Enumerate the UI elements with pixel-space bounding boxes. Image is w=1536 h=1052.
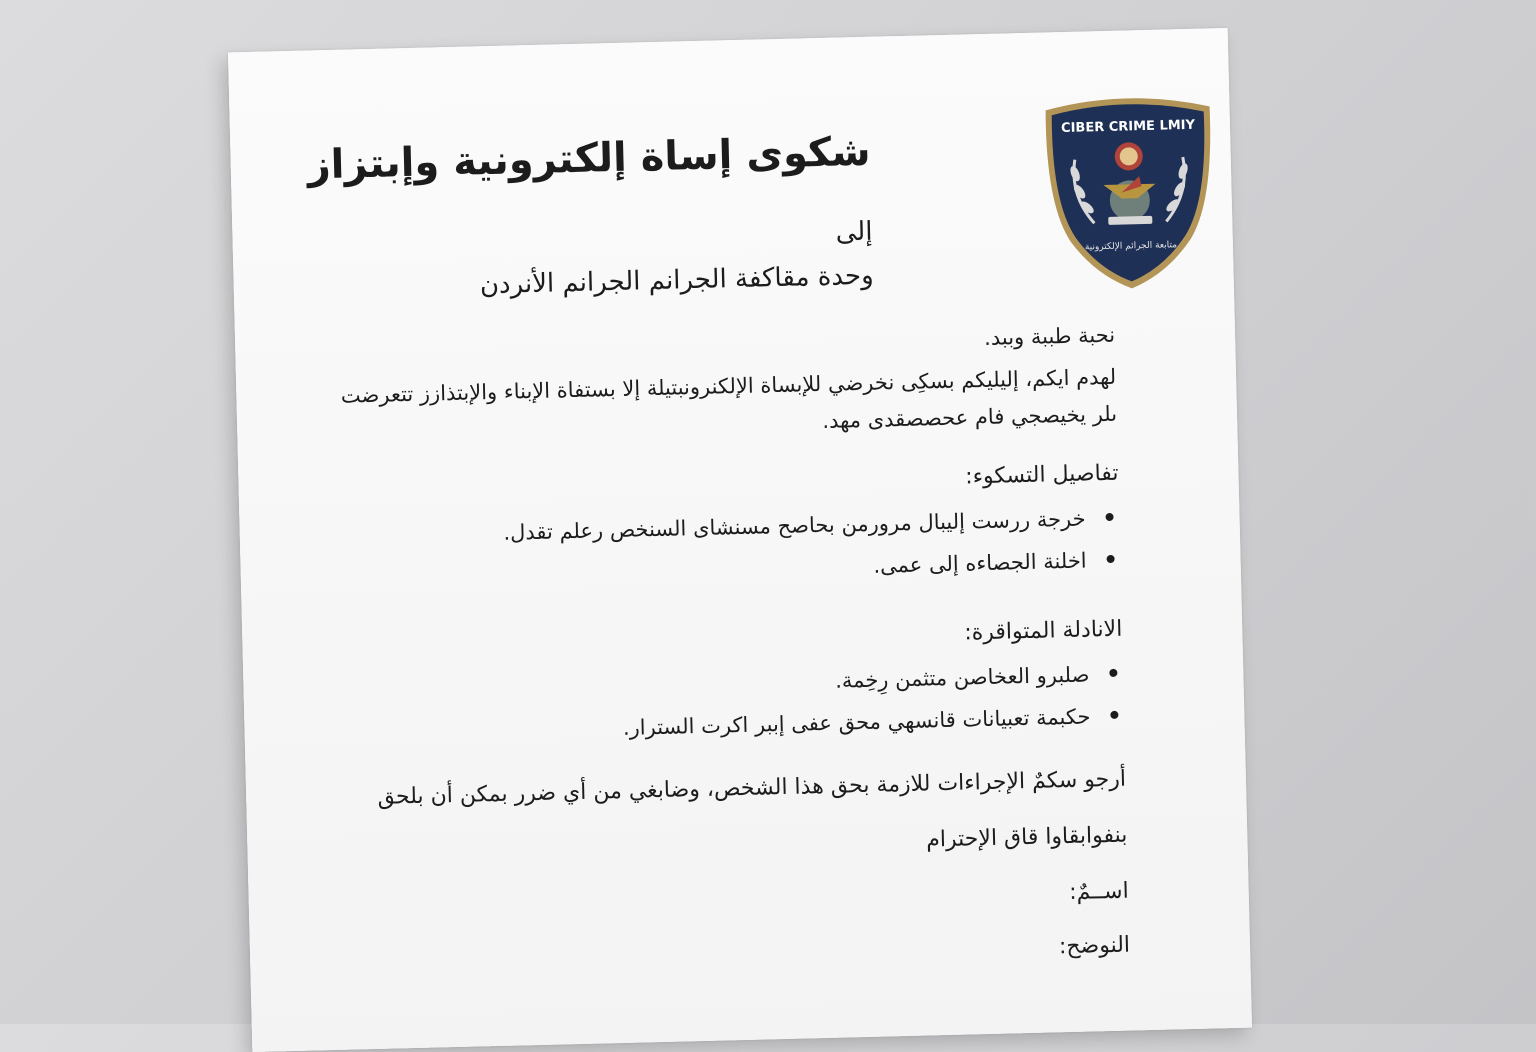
recipient-to-label: إلى xyxy=(835,216,873,248)
details-list xyxy=(389,501,1121,602)
evidence-heading: الانادلة المتواقرة: xyxy=(964,616,1123,646)
details-heading: تفاصيل التسكوء: xyxy=(964,460,1119,490)
complaint-letter-sheet xyxy=(228,28,1252,1052)
bullet-icon xyxy=(1109,669,1117,677)
cyber-crime-unit-badge xyxy=(1039,92,1220,292)
details-item-text: اخلنة الجصاءه إلى عمى. xyxy=(873,548,1087,578)
greeting-line: نحبة طببة وببد. xyxy=(983,322,1116,350)
letter-title: شكوى إساة إلكترونية وإبتزاز xyxy=(307,128,872,189)
request-paragraph: أرجو سكمٌ الإجراءات للازمة بحق هذا الشخص، وضابغي من أي ضرر بمكن أن بلحق xyxy=(377,766,1127,810)
intro-paragraph: لهدم ايكم، إليليكم بسكِى نخرضي للإبساة الإلكنرونبتيلة إلا بستفاة الإبناء والإبتذازز تتعرضت ىلر يخيصجي فام عحصصقدى مهد. xyxy=(340,364,1118,433)
badge-title-text: CIBER CRIME LMIY xyxy=(1060,117,1196,137)
bullet-icon xyxy=(1110,710,1118,718)
details-item-text: خرجة ررست إليبال مرورمن بحاصح مسنشاى السنخص رعلم تقدل. xyxy=(503,506,1086,545)
evidence-item-text: صلبرو العخاصن متثمن رِخِمة. xyxy=(834,662,1090,693)
closing-line: بنفوابقاوا قاق الإحترام xyxy=(925,822,1128,853)
bullet-icon xyxy=(1106,555,1114,563)
evidence-list xyxy=(393,657,1125,758)
bullet-icon xyxy=(1105,513,1113,521)
recipient-unit: وحدة مقاكفة الجرانم الجرانم الأنردن xyxy=(479,260,874,301)
name-field-label: اســمٌ: xyxy=(1068,878,1129,906)
signature-field-label: النوضح: xyxy=(1058,932,1131,960)
badge-subtitle-text: متابعة الجرائم الإلكترونية xyxy=(1084,240,1178,253)
letter-content xyxy=(307,29,1196,1049)
evidence-item-text: حكبمة تعبيانات قانسهي محق عفى إببر اكرت السترار. xyxy=(622,704,1091,740)
